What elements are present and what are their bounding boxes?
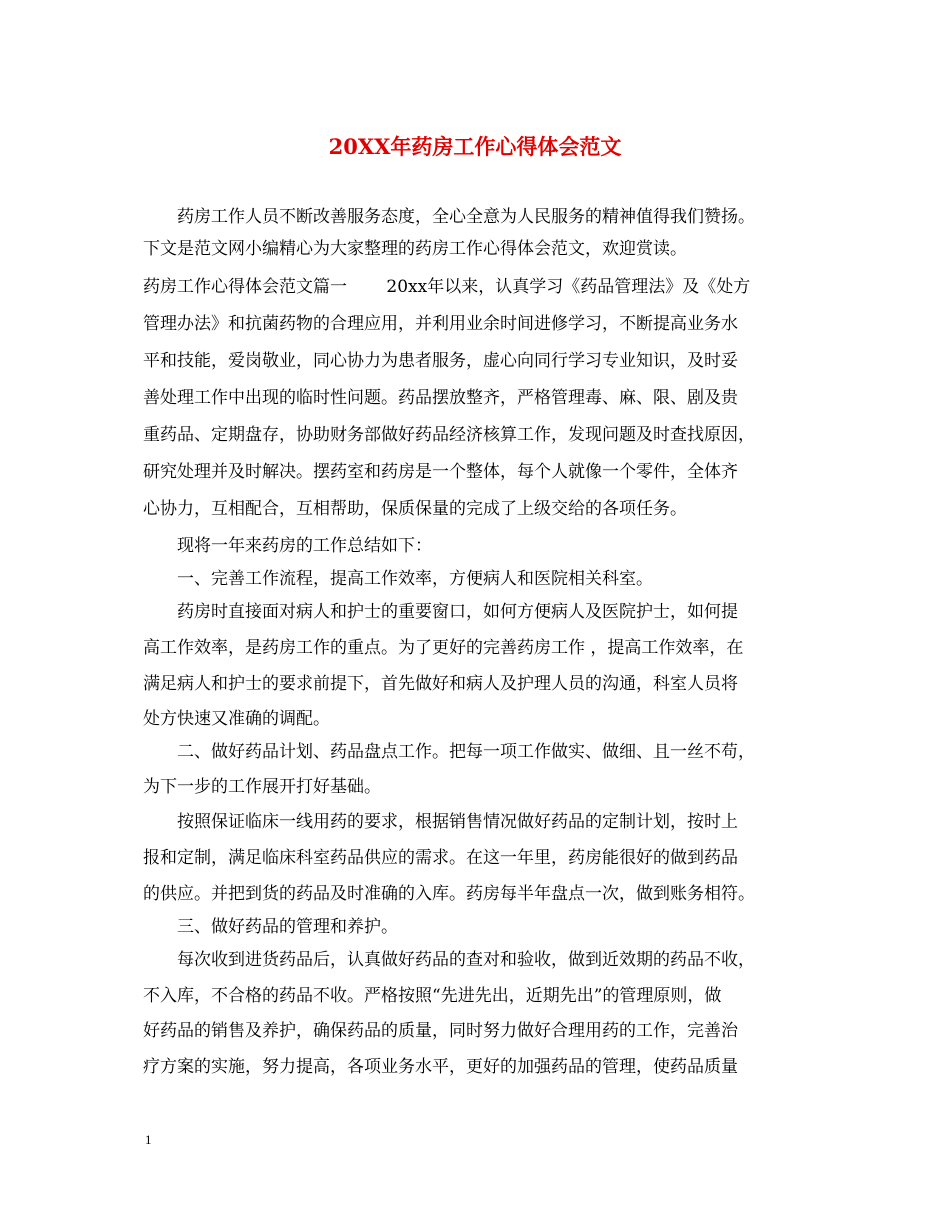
text-line: 一、完善工作流程，提高工作效率，方便病人和医院相关科室。 (143, 569, 653, 589)
text-line: 药房时直接面对病人和护士的重要窗口，如何方便病人及医院护士，如何提 (143, 602, 738, 622)
text-line: 管理办法》和抗菌药物的合理应用，并利用业余时间进修学习，不断提高业务水 (143, 314, 738, 334)
text-line: 药房工作人员不断改善服务态度，全心全意为人民服务的精神值得我们赞扬。 (143, 207, 755, 227)
text-line: 不入库，不合格的药品不收。严格按照“先进先出，近期先出”的管理原则，做 (143, 986, 722, 1006)
text-line: 善处理工作中出现的临时性问题。药品摆放整齐，严格管理毒、麻、限、剧及贵 (143, 388, 738, 408)
page-number: 1 (145, 1132, 152, 1147)
text-line: 处方快速又准确的调配。 (143, 709, 330, 729)
text-line: 按照保证临床一线用药的要求，根据销售情况做好药品的定制计划，按时上 (143, 812, 738, 832)
text-line: 药房工作心得体会范文篇一 20xx年以来，认真学习《药品管理法》及《处方 (143, 277, 751, 297)
text-line: 为下一步的工作展开打好基础。 (143, 777, 381, 797)
text-line: 平和技能，爱岗敬业，同心协力为患者服务，虚心向同行学习专业知识，及时妥 (143, 351, 738, 371)
document-title: 20XX年药房工作心得体会范文 (328, 134, 622, 159)
text-line: 满足病人和护士的要求前提下，首先做好和病人及护理人员的沟通，科室人员将 (143, 674, 738, 694)
text-line: 高工作效率，是药房工作的重点。为了更好的完善药房工作 ，提高工作效率，在 (143, 638, 744, 658)
text-line: 三、做好药品的管理和养护。 (143, 917, 398, 937)
text-line: 重药品、定期盘存，协助财务部做好药品经济核算工作，发现问题及时查找原因， (143, 425, 755, 445)
text-line: 二、做好药品计划、药品盘点工作。把每一项工作做实、做细、且一丝不苟， (143, 742, 755, 762)
text-line: 的供应。并把到货的药品及时准确的入库。药房每半年盘点一次，做到账务相符。 (143, 884, 755, 904)
text-line: 好药品的销售及养护，确保药品的质量，同时努力做好合理用药的工作，完善治 (143, 1021, 738, 1041)
text-line: 下文是范文网小编精心为大家整理的药房工作心得体会范文，欢迎赏读。 (143, 239, 687, 259)
text-line: 现将一年来药房的工作总结如下： (143, 536, 432, 556)
text-line: 研究处理并及时解决。摆药室和药房是一个整体，每个人就像一个零件，全体齐 (143, 462, 738, 482)
text-line: 疗方案的实施，努力提高，各项业务水平，更好的加强药品的管理，使药品质量 (143, 1057, 738, 1077)
text-line: 每次收到进货药品后，认真做好药品的查对和验收，做到近效期的药品不收， (143, 950, 755, 970)
text-line: 心协力，互相配合，互相帮助，保质保量的完成了上级交给的各项任务。 (143, 499, 687, 519)
text-line: 报和定制，满足临床科室药品供应的需求。在这一年里，药房能很好的做到药品 (143, 848, 738, 868)
